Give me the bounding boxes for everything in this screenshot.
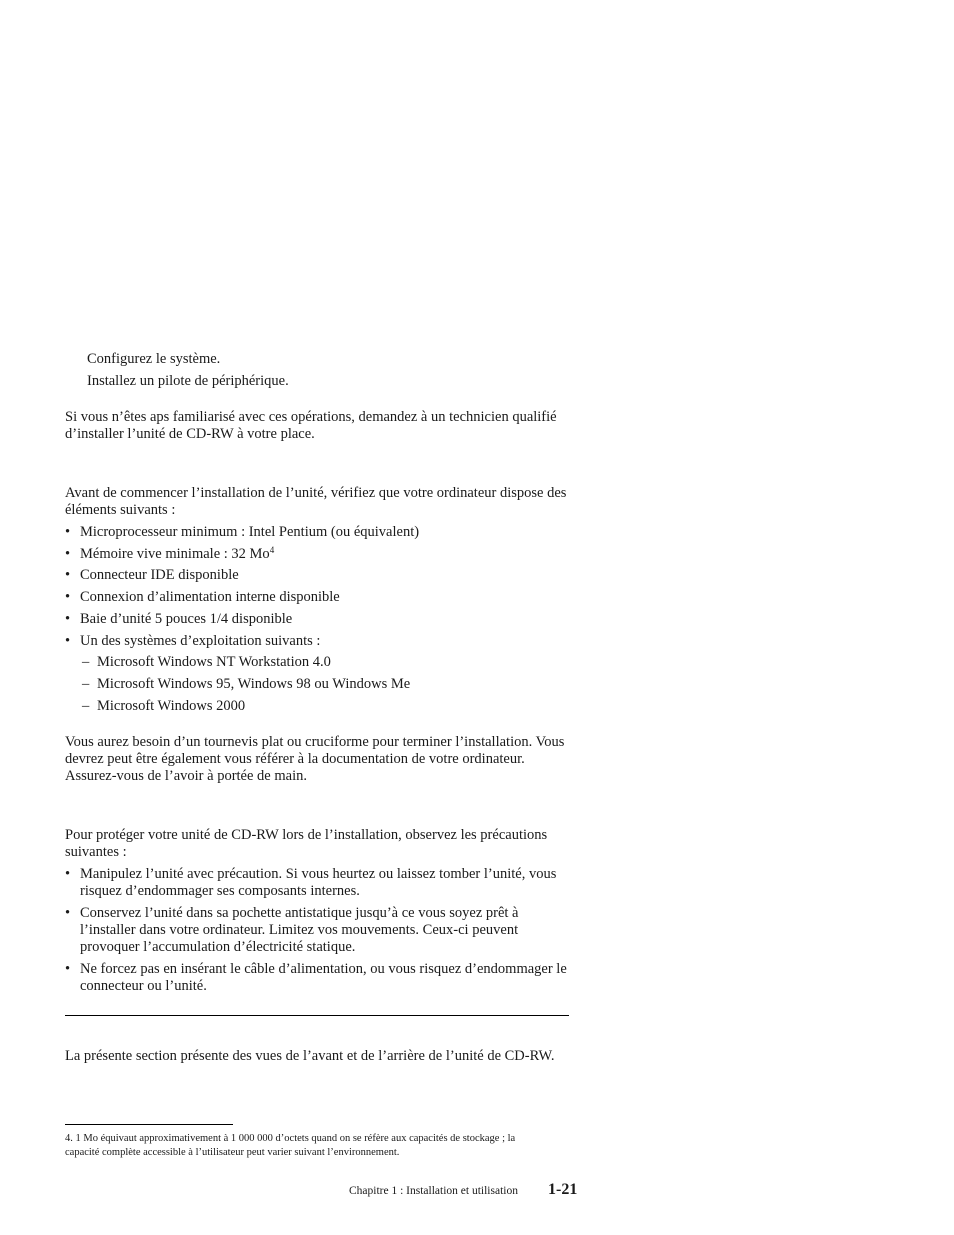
precaution-item: Manipulez l’unité avec précaution. Si vous heurtez ou laissez tomber l’unité, vous risquez d’endommager ses composants internes.: [80, 866, 557, 899]
chapter-footer: Chapitre 1 : Installation et utilisation: [349, 1185, 518, 1197]
precautions-intro: Pour protéger votre unité de CD-RW lors de l’installation, observez les précautions suivantes :: [65, 827, 548, 860]
requirement-item: Baie d’unité 5 pouces 1/4 disponible: [80, 611, 293, 627]
os-item: Microsoft Windows 2000: [97, 698, 246, 714]
footnote-text: 1 Mo équivaut approximativement à 1 000 000 d’octets quand on se réfère aux capacités de stockage ; la capacité complète accessible à l’utilisateur peut varier suivant l’environnement.: [65, 1133, 516, 1158]
step-item: Configurez le système.: [87, 351, 221, 367]
section-paragraph: La présente section présente des vues de l’avant et de l’arrière de l’unité de CD-RW.: [65, 1048, 555, 1064]
os-item: Microsoft Windows NT Workstation 4.0: [97, 654, 331, 670]
bullet-icon: •: [65, 866, 71, 882]
bullet-icon: •: [65, 633, 71, 649]
bullet-icon: •: [65, 589, 71, 605]
bullet-icon: •: [65, 905, 71, 921]
precaution-item: Ne forcez pas en insérant le câble d’alimentation, ou vous risquez d’endommager le connecteur ou l’unité.: [80, 961, 567, 994]
footnote-divider: [65, 1124, 233, 1125]
os-item: Microsoft Windows 95, Windows 98 ou Windows Me: [97, 676, 411, 692]
precaution-item: Conservez l’unité dans sa pochette antistatique jusqu’à ce vous soyez prêt à l’installer dans votre ordinateur. Limitez vos mouvements. Ceux-ci peuvent provoquer l’accumulation d’électricité statique.: [80, 905, 519, 955]
footnote: [65, 1132, 545, 1160]
tools-paragraph: Vous aurez besoin d’un tournevis plat ou cruciforme pour terminer l’installation. Vous devrez peut être également vous référer à la documentation de votre ordinateur. Assurez-vous de l’avoir à portée de main.: [65, 734, 565, 784]
requirement-item: Microprocesseur minimum : Intel Pentium (ou équivalent): [80, 524, 420, 540]
dash-icon: –: [82, 698, 90, 714]
requirement-item: [80, 546, 572, 563]
requirement-item: Connecteur IDE disponible: [80, 567, 239, 583]
step-item: Installez un pilote de périphérique.: [87, 373, 289, 389]
page-number: 1-21: [548, 1181, 578, 1198]
requirements-intro: Avant de commencer l’installation de l’unité, vérifiez que votre ordinateur dispose des éléments suivants :: [65, 485, 567, 518]
footnote-number: 4.: [65, 1133, 73, 1144]
intro-paragraph: Si vous n’êtes aps familiarisé avec ces opérations, demandez à un technicien qualifié d’installer l’unité de CD-RW à votre place.: [65, 409, 557, 442]
bullet-icon: •: [65, 961, 71, 977]
dash-icon: –: [82, 654, 90, 670]
dash-icon: –: [82, 676, 90, 692]
requirement-item: Un des systèmes d’exploitation suivants :: [80, 633, 321, 649]
footnote-marker: 4: [269, 545, 275, 555]
requirement-item: Connexion d’alimentation interne disponible: [80, 589, 340, 605]
bullet-icon: •: [65, 546, 71, 562]
bullet-icon: •: [65, 524, 71, 540]
requirement-item-text: Mémoire vive minimale : 32 Mo: [80, 546, 270, 562]
bullet-icon: •: [65, 567, 71, 583]
bullet-icon: •: [65, 611, 71, 627]
section-divider: [65, 1015, 569, 1016]
